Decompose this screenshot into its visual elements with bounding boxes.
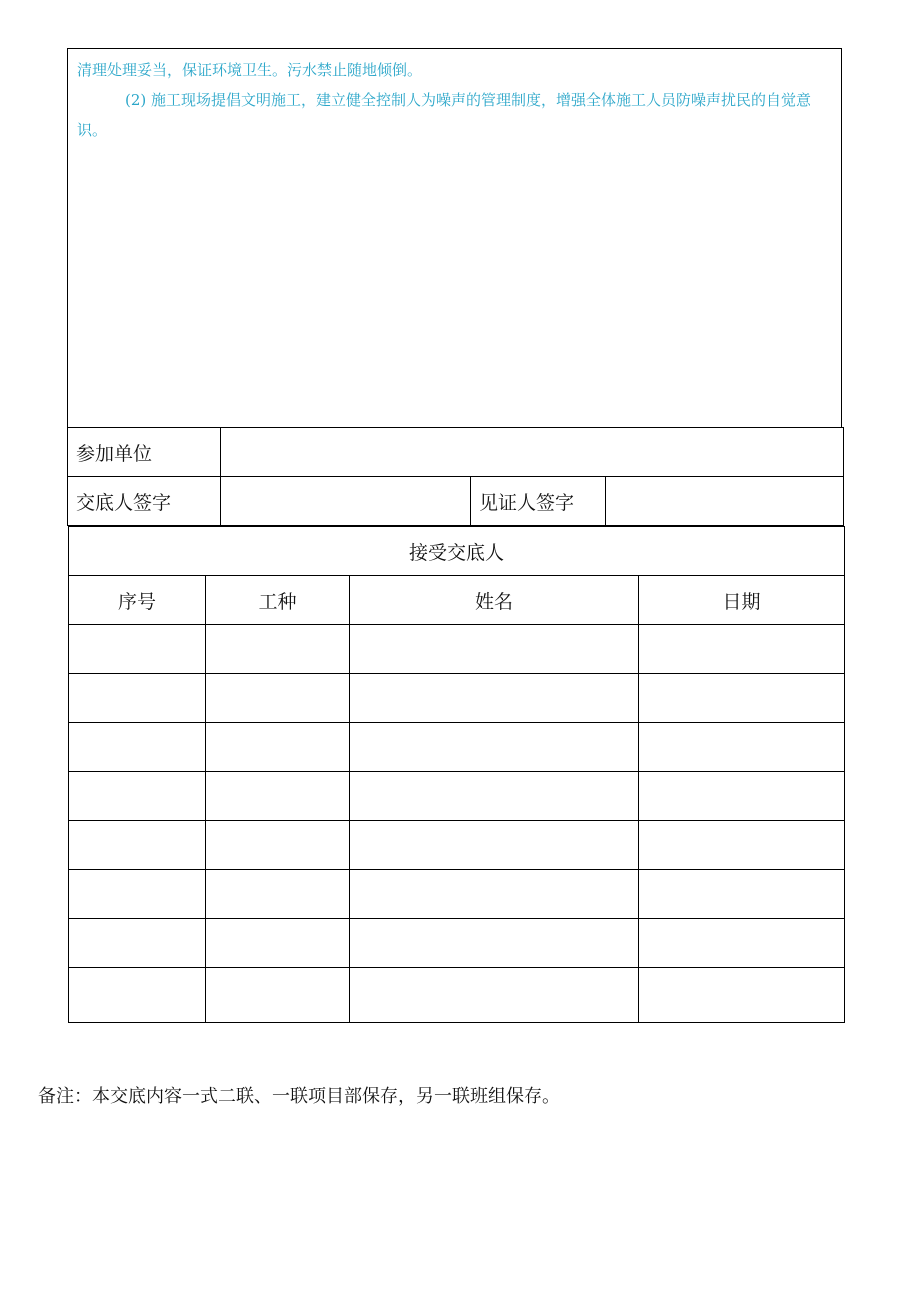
date-cell[interactable] <box>639 821 845 870</box>
table-row <box>69 625 845 674</box>
table-row <box>69 821 845 870</box>
name-cell[interactable] <box>350 625 639 674</box>
trade-cell[interactable] <box>206 772 350 821</box>
unit-label: 参加单位 <box>68 428 221 477</box>
seq-cell[interactable] <box>69 625 206 674</box>
name-cell[interactable] <box>350 919 639 968</box>
disclosure-content-text <box>68 49 841 145</box>
footnote: 备注：本交底内容一式二联、一联项目部保存，另一联班组保存。 <box>38 1086 560 1107</box>
seq-cell[interactable] <box>69 870 206 919</box>
seq-cell[interactable] <box>69 772 206 821</box>
table-row <box>69 772 845 821</box>
trade-cell[interactable] <box>206 870 350 919</box>
date-cell[interactable] <box>639 674 845 723</box>
name-cell[interactable] <box>350 968 639 1023</box>
name-cell[interactable] <box>350 723 639 772</box>
header-trade: 工种 <box>206 576 350 625</box>
date-cell[interactable] <box>639 919 845 968</box>
signature-row <box>68 477 844 526</box>
trade-cell[interactable] <box>206 821 350 870</box>
witness-signature-cell[interactable] <box>606 477 844 526</box>
seq-cell[interactable] <box>69 968 206 1023</box>
name-cell[interactable] <box>350 674 639 723</box>
trade-cell[interactable] <box>206 723 350 772</box>
disclosure-content-box <box>67 48 842 428</box>
content-line-1: 清理处理妥当，保证环境卫生。污水禁止随地倾倒。 <box>77 61 423 79</box>
name-cell[interactable] <box>350 772 639 821</box>
table-row <box>69 723 845 772</box>
trade-cell[interactable] <box>206 625 350 674</box>
trade-cell[interactable] <box>206 674 350 723</box>
date-cell[interactable] <box>639 772 845 821</box>
seq-cell[interactable] <box>69 821 206 870</box>
table-row <box>69 919 845 968</box>
trade-cell[interactable] <box>206 919 350 968</box>
table-row <box>69 968 845 1023</box>
header-seq: 序号 <box>69 576 206 625</box>
name-cell[interactable] <box>350 870 639 919</box>
trade-cell[interactable] <box>206 968 350 1023</box>
header-name: 姓名 <box>350 576 639 625</box>
table-row <box>69 870 845 919</box>
date-cell[interactable] <box>639 625 845 674</box>
content-paragraph-2: (2) 施工现场提倡文明施工，建立健全控制人为噪声的管理制度，增强全体施工人员防噪声扰民的自觉意识。 <box>77 91 812 139</box>
discloser-label: 交底人签字 <box>68 477 221 526</box>
date-cell[interactable] <box>639 870 845 919</box>
receivers-header-row <box>69 576 845 625</box>
witness-label: 见证人签字 <box>471 477 606 526</box>
receivers-title-row <box>69 527 845 576</box>
unit-row <box>68 428 844 477</box>
date-cell[interactable] <box>639 723 845 772</box>
seq-cell[interactable] <box>69 919 206 968</box>
receivers-table <box>68 526 845 1023</box>
seq-cell[interactable] <box>69 723 206 772</box>
name-cell[interactable] <box>350 821 639 870</box>
seq-cell[interactable] <box>69 674 206 723</box>
unit-value-cell[interactable] <box>221 428 844 477</box>
header-date: 日期 <box>639 576 845 625</box>
receivers-title: 接受交底人 <box>69 527 845 576</box>
signature-table <box>67 427 844 526</box>
discloser-signature-cell[interactable] <box>221 477 471 526</box>
date-cell[interactable] <box>639 968 845 1023</box>
table-row <box>69 674 845 723</box>
